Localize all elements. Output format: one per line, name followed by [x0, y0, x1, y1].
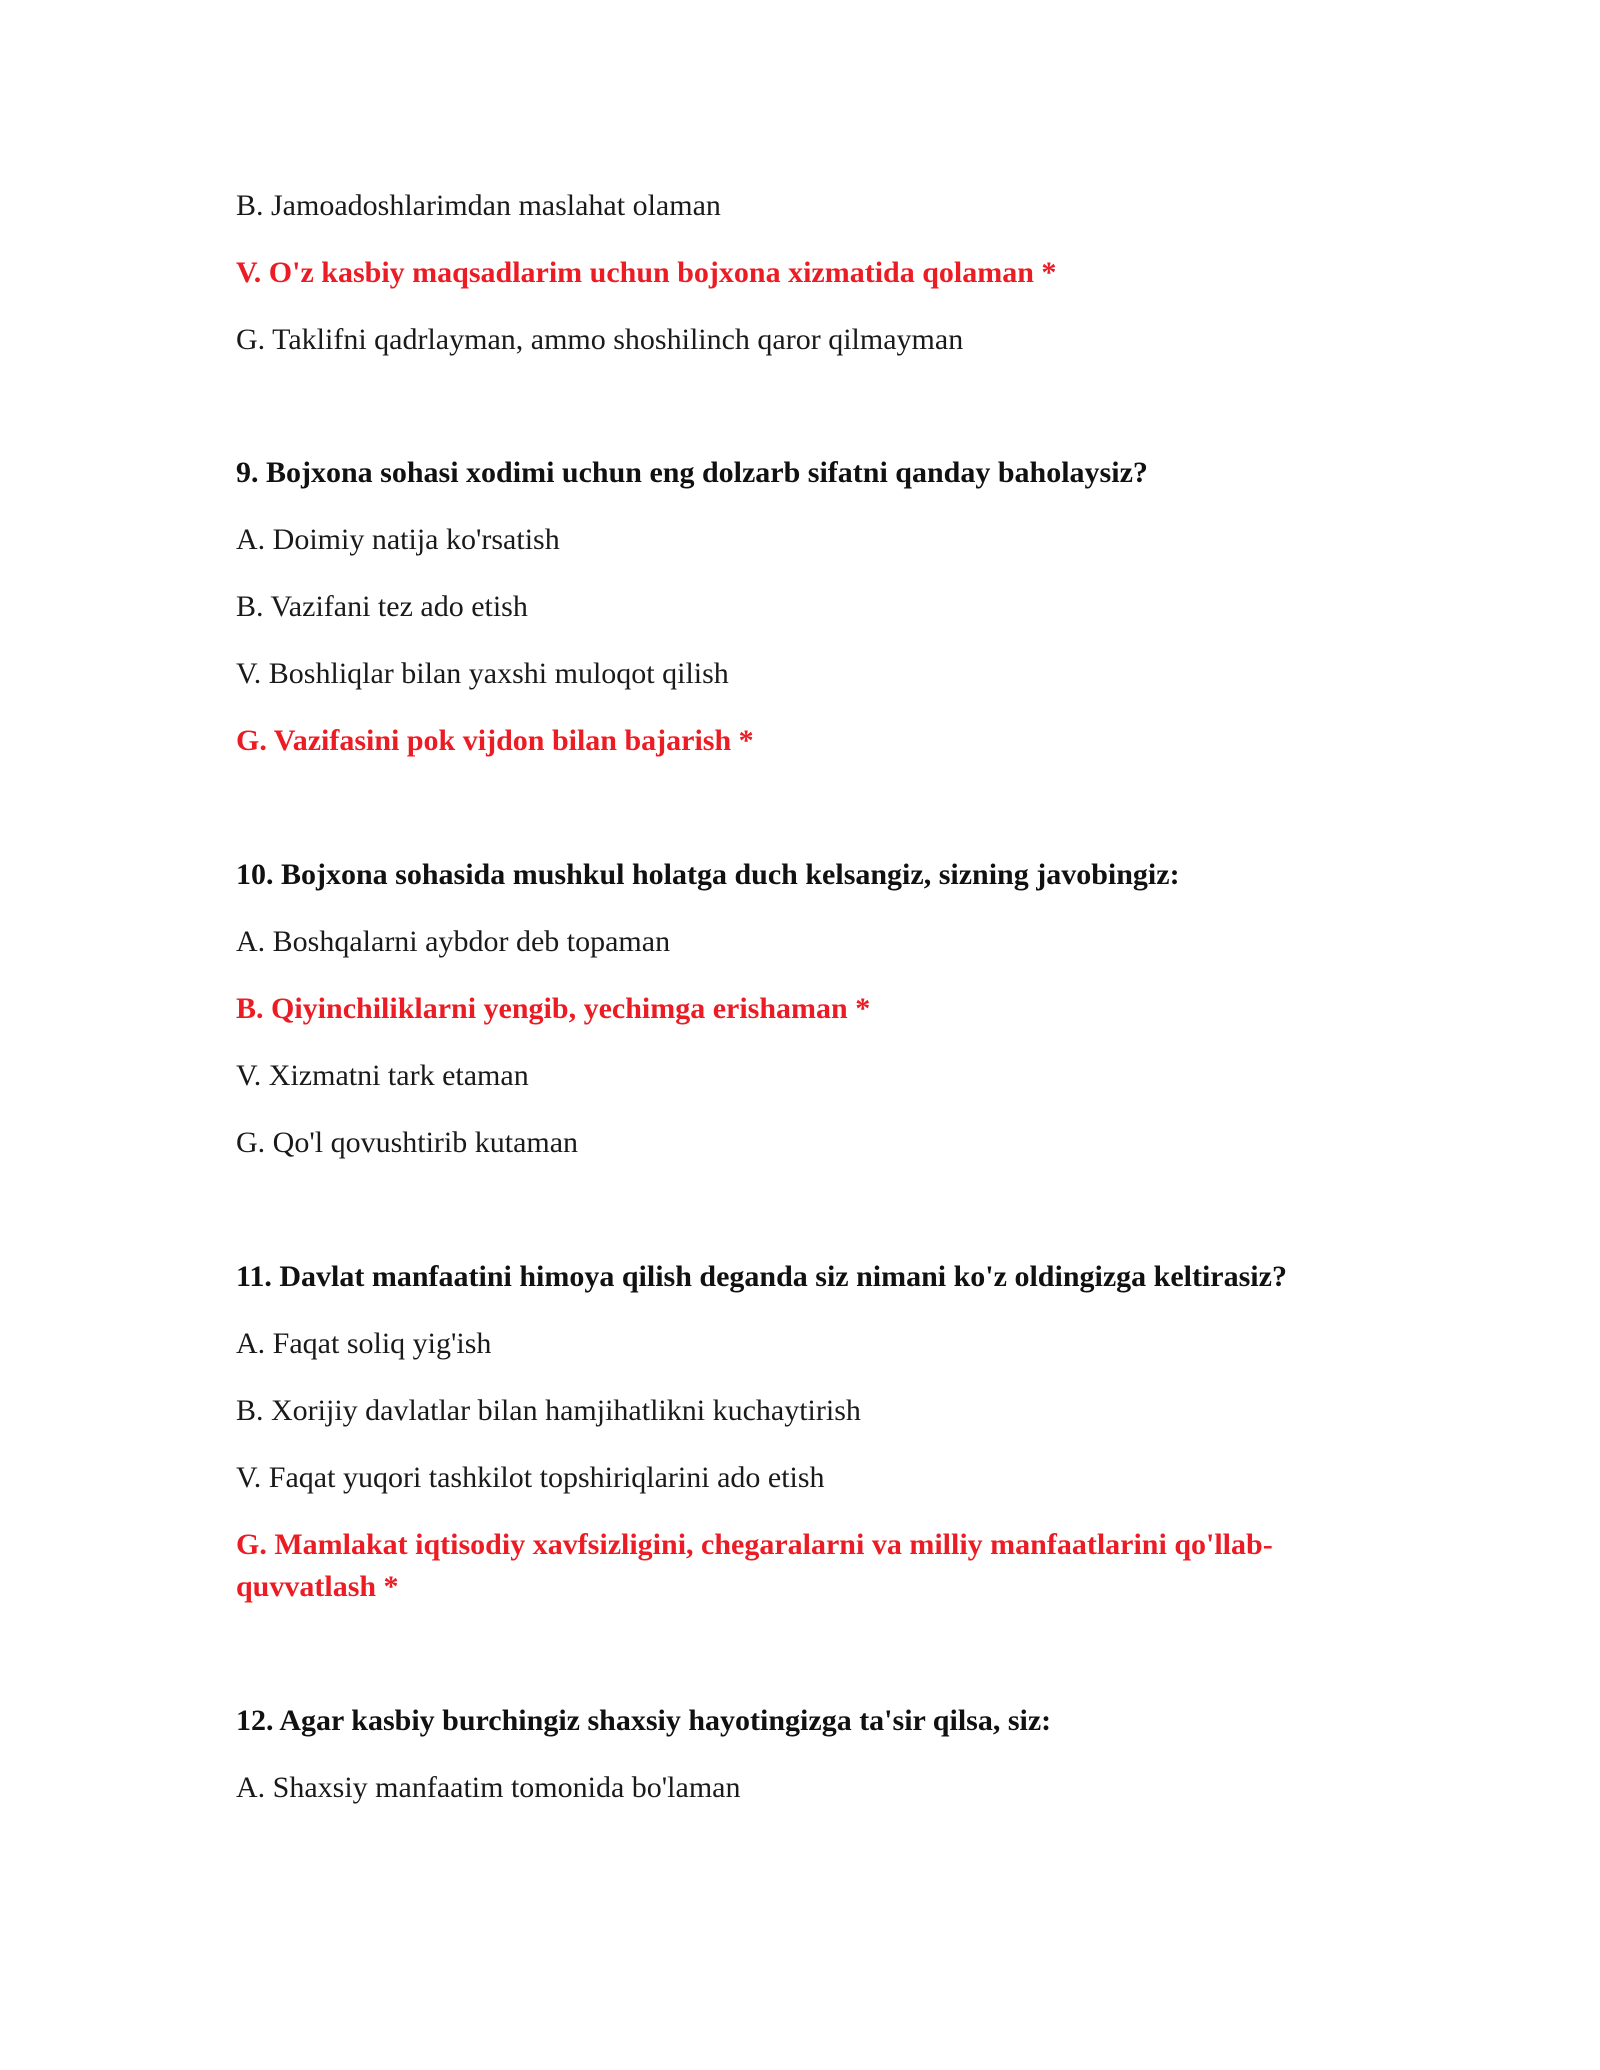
q9-correct-option-g: G. Vazifasini pok vijdon bilan bajarish *: [236, 724, 754, 757]
q10-option-g: G. Qo'l qovushtirib kutaman: [236, 1126, 579, 1159]
question-9: 9. Bojxona sohasi xodimi uchun eng dolzarb sifatni qanday baholaysiz?: [236, 456, 1148, 489]
q11-option-b: B. Xorijiy davlatlar bilan hamjihatlikni kuchaytirish: [236, 1394, 861, 1427]
q11-option-v: V. Faqat yuqori tashkilot topshiriqlarini ado etish: [236, 1461, 825, 1494]
q11-correct-option-g: G. Mamlakat iqtisodiy xavfsizligini, chegaralarni va milliy manfaatlarini qo'llab-quvvatlash *: [236, 1528, 1273, 1603]
q10-correct-option-b: B. Qiyinchiliklarni yengib, yechimga erishaman *: [236, 992, 871, 1025]
question-11: 11. Davlat manfaatini himoya qilish deganda siz nimani ko'z oldingizga keltirasiz?: [236, 1260, 1287, 1293]
q12-option-a: A. Shaxsiy manfaatim tomonida bo'laman: [236, 1771, 741, 1804]
q9-option-a: A. Doimiy natija ko'rsatish: [236, 523, 560, 556]
q10-option-a: A. Boshqalarni aybdor deb topaman: [236, 925, 671, 958]
question-10: 10. Bojxona sohasida mushkul holatga duch kelsangiz, sizning javobingiz:: [236, 858, 1180, 891]
q11-option-a: A. Faqat soliq yig'ish: [236, 1327, 492, 1360]
q9-option-b: B. Vazifani tez ado etish: [236, 590, 528, 623]
q10-option-v: V. Xizmatni tark etaman: [236, 1059, 529, 1092]
correct-option-v: V. O'z kasbiy maqsadlarim uchun bojxona xizmatida qolaman *: [236, 256, 1057, 289]
option-b: B. Jamoadoshlarimdan maslahat olaman: [236, 189, 721, 222]
question-12: 12. Agar kasbiy burchingiz shaxsiy hayotingizga ta'sir qilsa, siz:: [236, 1704, 1052, 1737]
q9-option-v: V. Boshliqlar bilan yaxshi muloqot qilish: [236, 657, 729, 690]
option-g: G. Taklifni qadrlayman, ammo shoshilinch qaror qilmayman: [236, 323, 964, 356]
